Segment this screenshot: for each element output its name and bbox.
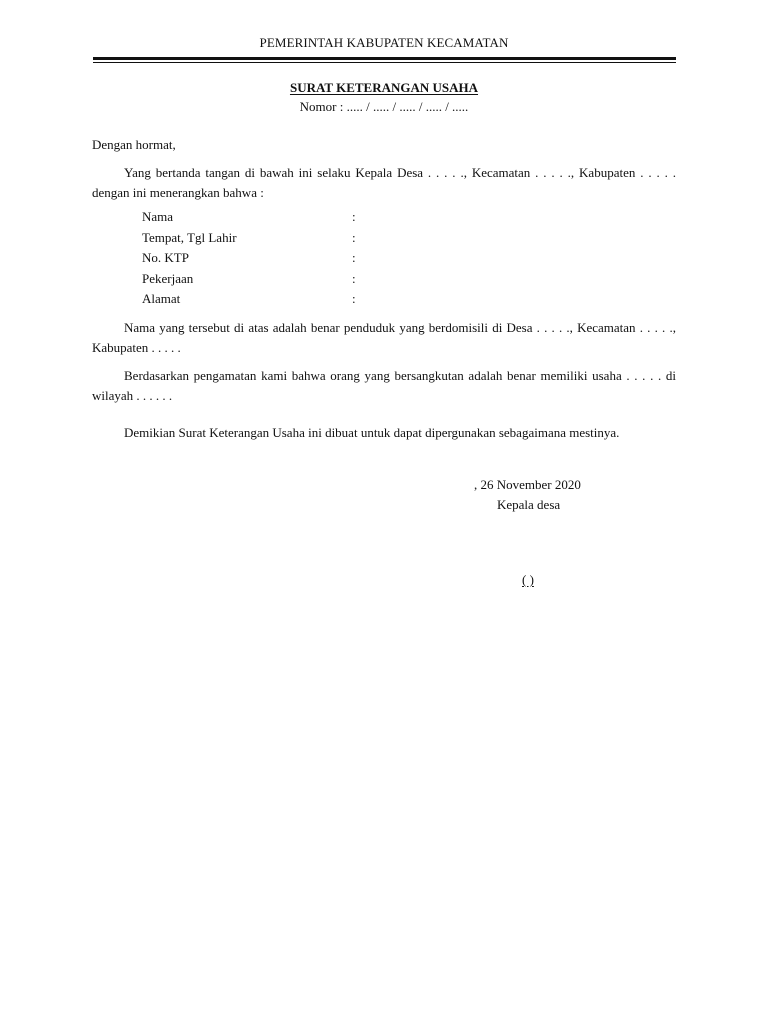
field-label: Nama <box>142 209 174 224</box>
field-separator: : <box>352 270 356 286</box>
letter-title <box>0 78 768 98</box>
field-separator: : <box>352 209 356 224</box>
letter-title-text: SURAT KETERANGAN USAHA <box>289 80 479 95</box>
field-row-occupation <box>142 269 442 290</box>
letterhead-rule-thin <box>93 62 676 63</box>
signature-name: ( ) <box>522 572 534 587</box>
field-label: No. KTP <box>142 250 189 266</box>
field-label: Tempat, Tgl Lahir <box>142 229 237 245</box>
paragraph-closing: Demikian Surat Keterangan Usaha ini dibuat untuk dapat dipergunakan sebagaimana mestinya. <box>124 425 620 440</box>
paragraph-business: Berdasarkan pengamatan kami bahwa orang yang bersangkutan adalah benar memiliki usaha . . . . . di wilayah . . . . . . <box>92 368 676 403</box>
field-row-ktp <box>142 248 442 269</box>
field-separator: : <box>352 229 356 245</box>
field-separator: : <box>352 291 356 307</box>
field-label: Pekerjaan <box>142 270 194 286</box>
letterhead-rule-thick <box>93 57 676 60</box>
letterhead-agency: PEMERINTAH KABUPATEN KECAMATAN <box>259 35 509 50</box>
field-label: Alamat <box>142 291 181 307</box>
identity-fields <box>142 207 442 310</box>
signature-date: , 26 November 2020 <box>474 477 581 492</box>
field-row-birth <box>142 228 442 249</box>
field-row-name <box>142 207 442 228</box>
field-row-address <box>142 289 442 310</box>
paragraph-domicile: Nama yang tersebut di atas adalah benar penduduk yang berdomisili di Desa . . . . ., Kecamatan . . . . ., Kabupaten . . . . . <box>92 320 676 355</box>
paragraph-opening: Yang bertanda tangan di bawah ini selaku Kepala Desa . . . . ., Kecamatan . . . . ., Kabupaten . . . . . dengan ini menerangkan bahwa : <box>92 165 676 200</box>
salutation: Dengan hormat, <box>92 137 176 152</box>
signature-title: Kepala desa <box>497 497 561 512</box>
letter-number: Nomor : ..... / ..... / ..... / ..... / ..... <box>299 99 469 114</box>
field-separator: : <box>352 250 356 266</box>
